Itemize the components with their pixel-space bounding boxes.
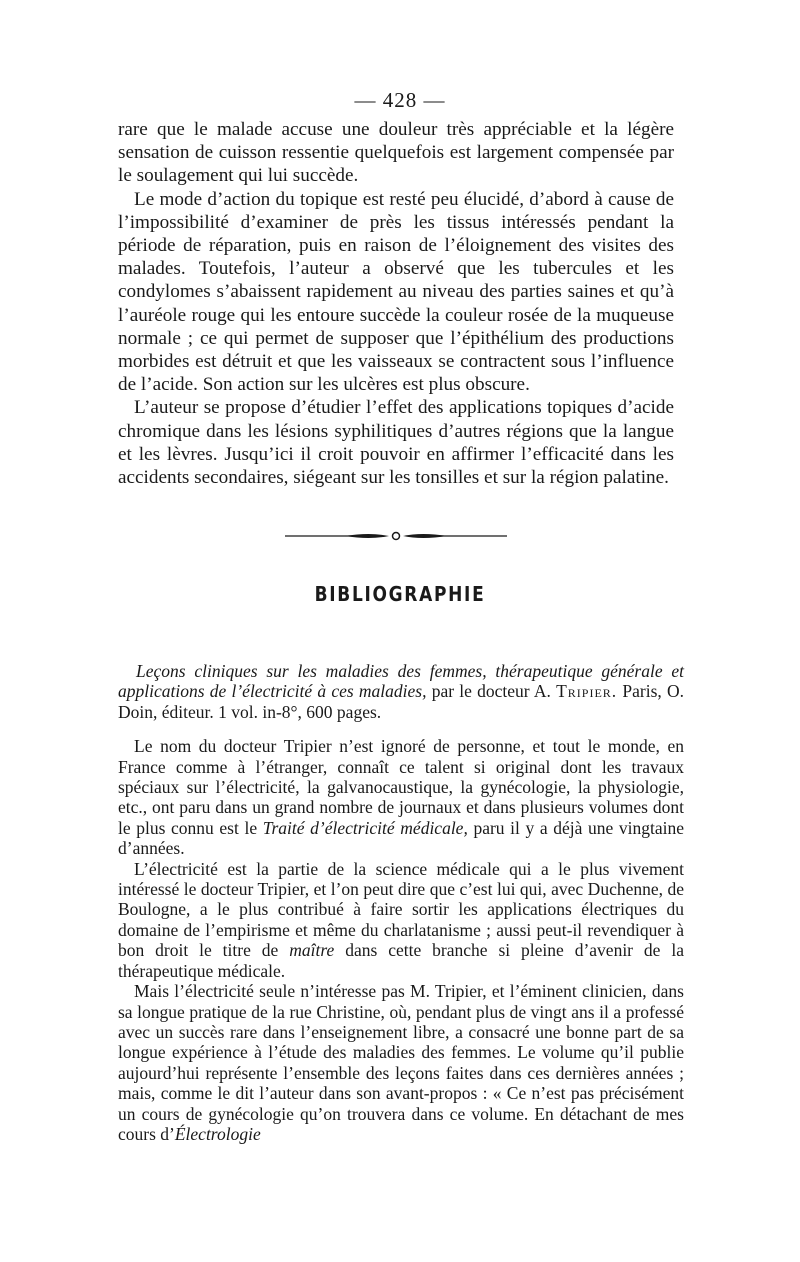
entry-publisher: Paris, O. Doin, éditeur. 1 vol. in-8°, 600 pages. (118, 681, 684, 722)
bibliography-section (118, 661, 684, 1144)
review-paragraph (118, 859, 684, 981)
review-paragraph (118, 736, 684, 858)
article-paragraph: rare que le malade accuse une douleur très appréciable et la légère sensation de cuisson ressentie quelquefois est largement compensée par le soulagement qui lui succède. (118, 119, 674, 187)
review-text: Le nom du docteur Tripier n’est ignoré de personne, et tout le monde, en France comme à l’étranger, connaît ce talent si original dont les travaux spéciaux sur l’électricité, la galvanocaustique, la gynécologie, la physiologie, etc., ont paru dans un grand nombre de journaux et dans plusieurs volumes dont le plus connu est le (118, 736, 684, 838)
review-text: L’électricité est la partie de la science médicale qui a le plus vivement intéressé le docteur Tripier, et l’on peut dire que c’est lui qui, avec Duchenne, de Boulogne, a le plus contribué à faire sortir les applications électriques du domaine de l’empirisme et même du charlatanisme ; aussi peut-il revendiquer à bon droit le titre de (118, 858, 684, 961)
entry-author: Tripier. (556, 681, 618, 702)
book-review (118, 736, 684, 1144)
book-title: Leçons cliniques sur les maladies des femmes, thérapeutique générale et applications de l’électricité à ces maladies, (118, 661, 684, 702)
emphasis-text: Électrologie (174, 1123, 261, 1144)
article-text (118, 118, 674, 489)
review-paragraph (118, 981, 684, 1144)
page-number: — 428 — (354, 88, 446, 112)
bibliography-entry (118, 661, 684, 722)
entry-by: par le docteur A. (426, 681, 557, 702)
section-divider-ornament (285, 528, 507, 544)
review-text: Mais l’électricité seule n’intéresse pas M. Tripier, et l’éminent clinicien, dans sa longue pratique de la rue Christine, où, pendant plus de vingt ans il a professé avec un succès rare dans l’enseignement libre, a consacré une bonne part de sa longue expérience à l’étude des maladies des femmes. Le volume qu’il publie aujourd’hui représente l’ensemble des leçons faites dans ces dernières années ; mais, comme le dit l’auteur dans son avant-propos : « Ce n’est pas précisément un cours de gynécologie qu’on trouvera dans ce volume. En détachant de mes cours d’ (118, 981, 684, 1144)
emphasis-text: maître (289, 940, 335, 961)
article-paragraph: L’auteur se propose d’étudier l’effet des applications topiques d’acide chromique dans les lésions syphilitiques d’autres régions que la langue et les lèvres. Jusqu’ici il croit pouvoir en affirmer l’efficacité dans les accidents secondaires, siégeant sur les tonsilles et sur la région palatine. (118, 397, 674, 489)
article-paragraph: Le mode d’action du topique est resté peu élucidé, d’abord à cause de l’impossibilité d’examiner de près les tissus intéressés pendant la période de réparation, puis en raison de l’éloignement des visites des malades. Toutefois, l’auteur a observé que les tubercules et les condylomes s’abaissent rapidement au niveau des parties saines et qu’à l’auréole rouge qui les entoure succède la couleur rosée de la muqueuse normale ; ce qui permet de supposer que l’épithélium des productions morbides est détruit et que les vaisseaux se contractent sous l’influence de l’acide. Son action sur les ulcères est plus obscure. (118, 188, 674, 396)
section-heading: BIBLIOGRAPHIE (314, 582, 486, 606)
review-text: dans cette branche si pleine d’avenir de la thérapeutique médicale. (118, 940, 684, 981)
cited-title: Traité d’électricité médicale, (262, 817, 468, 838)
review-text: paru il y a déjà une vingtaine d’années. (118, 817, 684, 859)
